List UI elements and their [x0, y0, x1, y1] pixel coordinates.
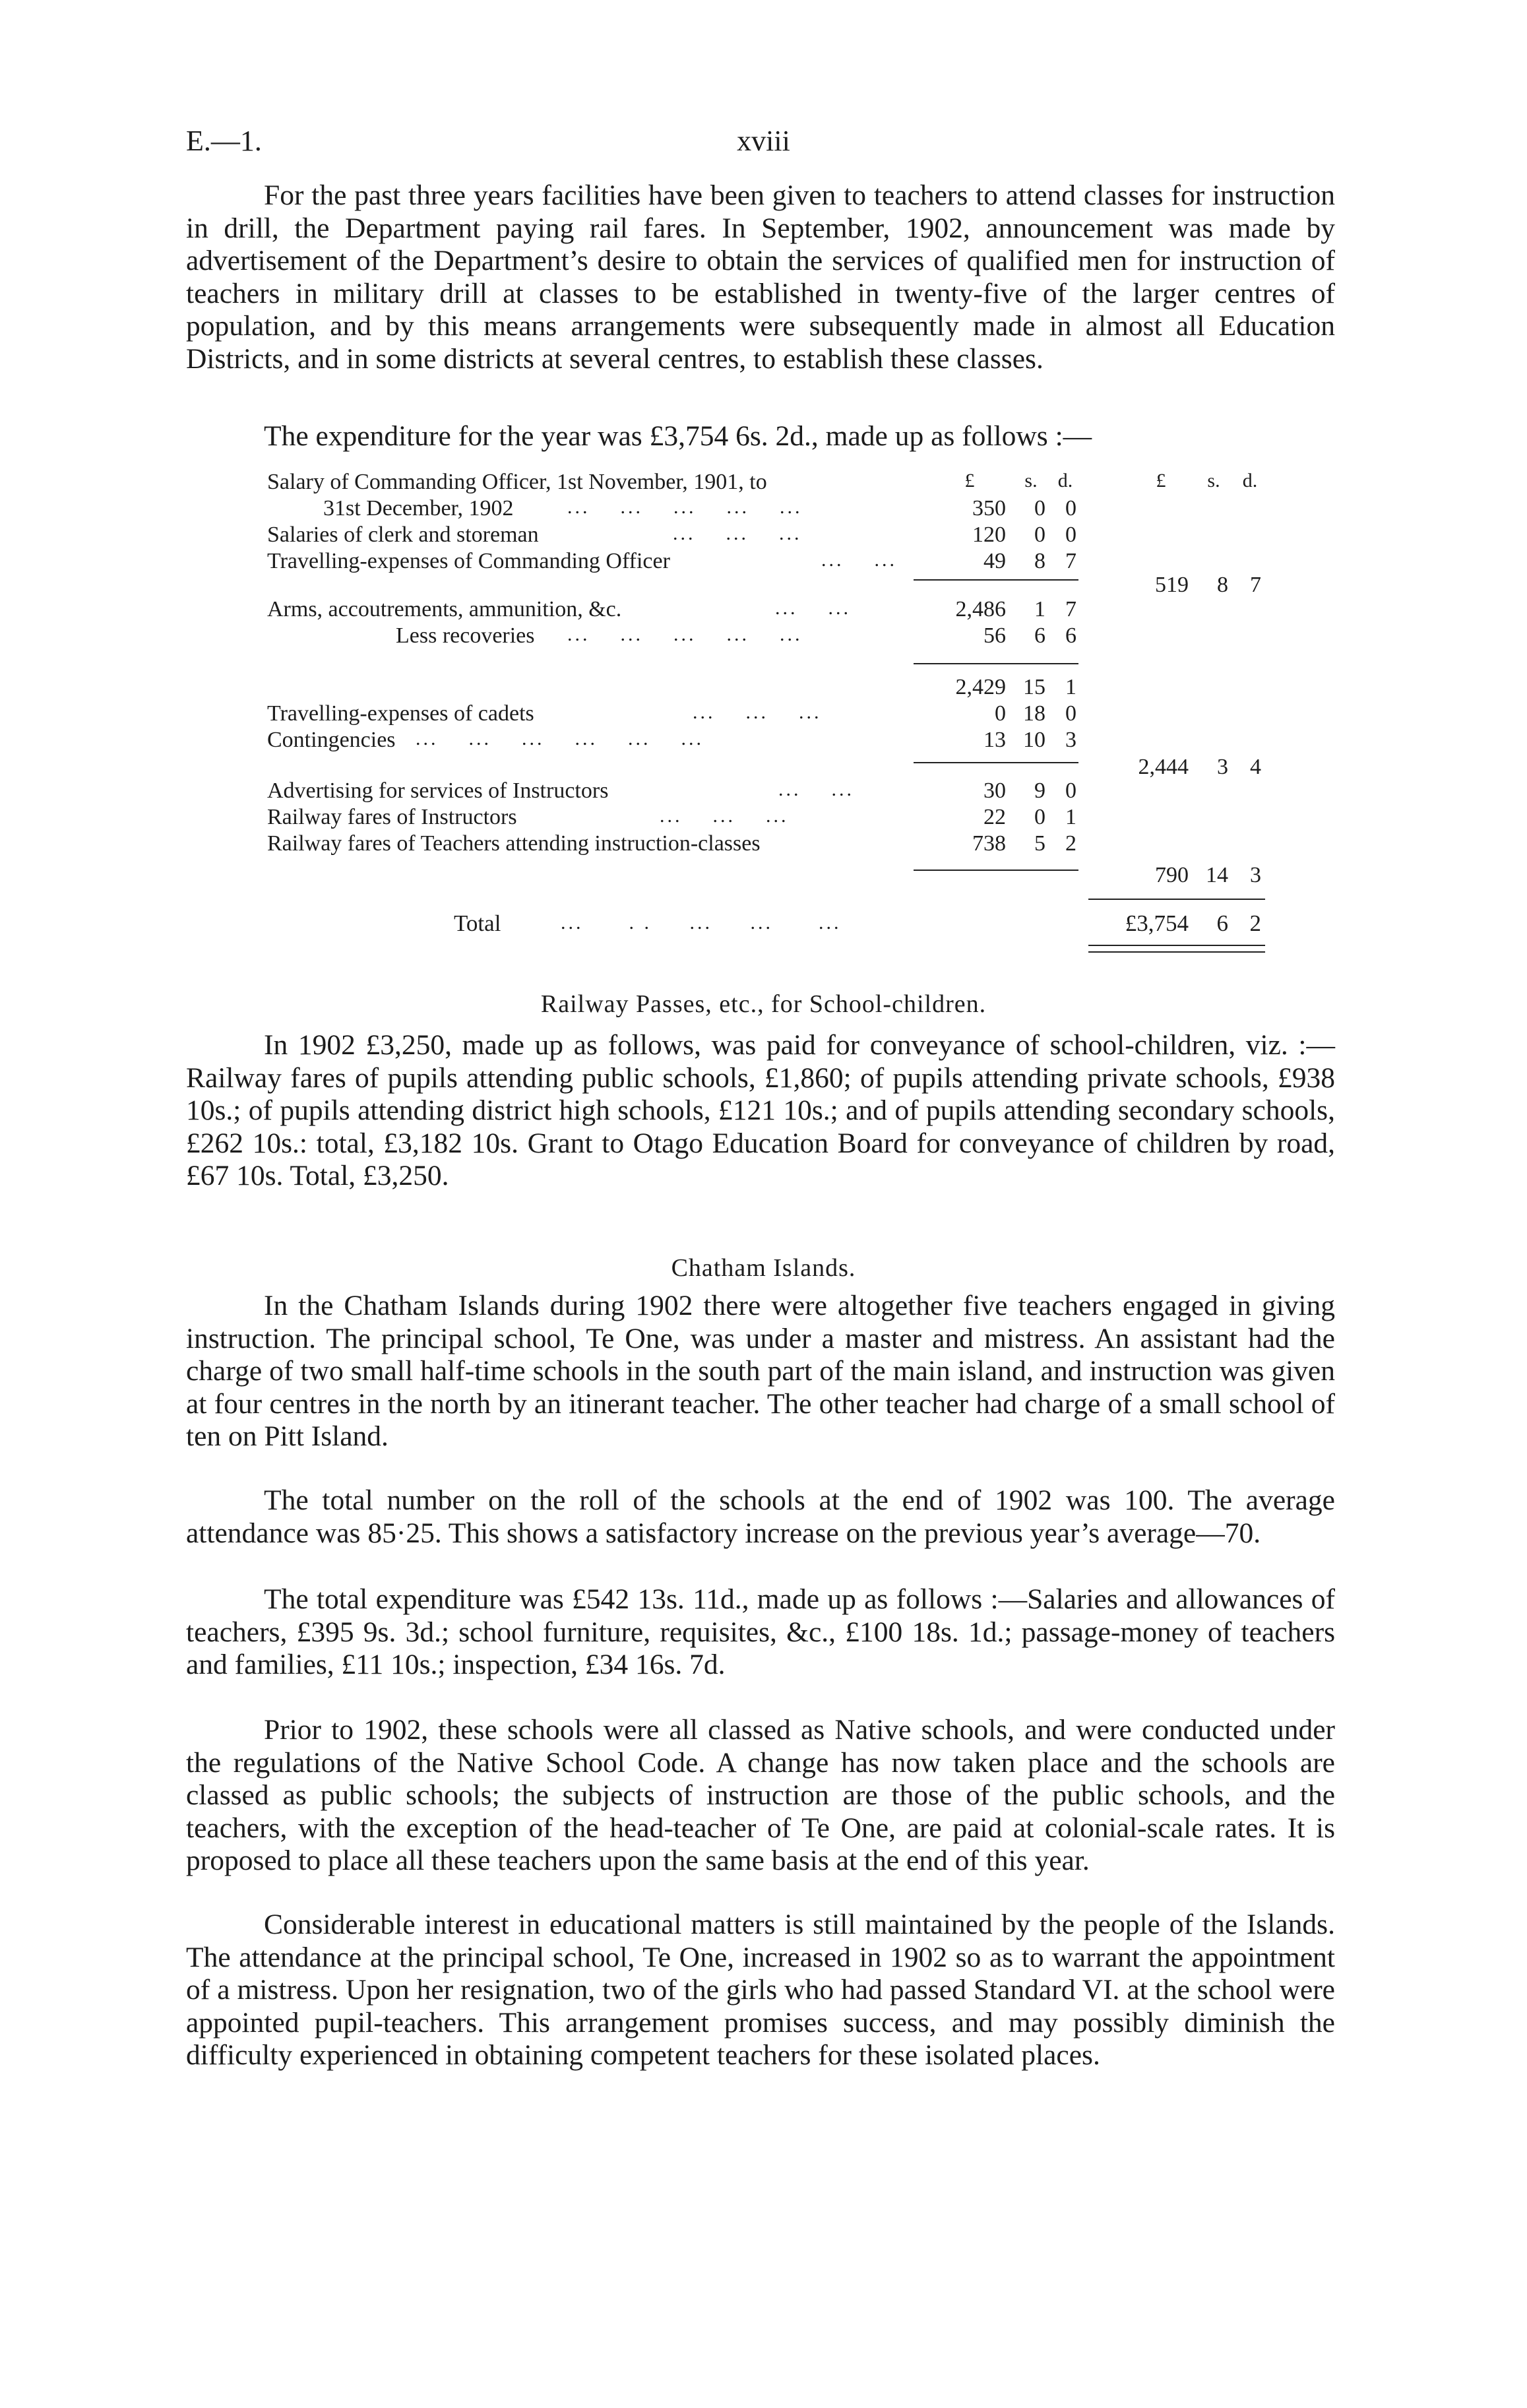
expense-label: Less recoveries: [396, 623, 535, 648]
expense-label: Salary of Commanding Officer, 1st November, 1901, to: [267, 470, 767, 494]
amount-pence: 0: [1065, 523, 1076, 547]
total-shillings: 6: [1216, 910, 1228, 936]
col-header-pence: d.: [1057, 470, 1073, 491]
subtotal-rule: [914, 870, 1078, 871]
leader-dots: ... ... ...: [660, 805, 789, 827]
amount-shillings: 6: [1034, 623, 1045, 648]
subtotal-rule: [914, 579, 1078, 581]
amount-pence: 7: [1065, 549, 1076, 573]
amount-shillings: 18: [1023, 701, 1045, 726]
amount-pounds: 2,486: [955, 597, 1006, 621]
page-number: xviii: [737, 125, 790, 157]
amount-shillings: 9: [1034, 778, 1045, 803]
amount-pence: 3: [1065, 728, 1076, 752]
intro-paragraph: For the past three years facilities have been given to teachers to attend classes for instruction in drill, the Department paying rail fares. In September, 1902, announcement was made by advertisement of the Department’s desire to obtain the services of qualified men for instruction of teachers in military drill at classes to be established in twenty-five of the larger centres of population, and by this means arrangements were subsequently made in almost all Education Districts, and in some districts at several centres, to establish these classes.: [186, 179, 1335, 375]
amount-pounds: 22: [983, 805, 1006, 829]
expense-label: Salaries of clerk and storeman: [267, 523, 539, 547]
leader-dots: ... ... ...: [673, 523, 802, 544]
expense-label: Railway fares of Teachers attending instruction-classes: [267, 831, 761, 856]
leader-dots: ... ...: [821, 549, 897, 571]
col-header-pounds-total: £: [1156, 470, 1166, 491]
total-label: Total: [454, 910, 501, 936]
expenditure-table: [0, 0, 1527, 963]
chatham-paragraph-3: The total expenditure was £542 13s. 11d., made up as follows :—Salaries and allowances of teachers, £395 9s. 3d.; school furniture, requisites, &c., £100 18s. 1d.; passage-money of teachers and families, £11 10s.; inspection, £34 16s. 7d.: [186, 1583, 1335, 1680]
amount-shillings: 8: [1034, 549, 1045, 573]
chatham-paragraph-1: In the Chatham Islands during 1902 there were altogether five teachers engaged in giving instruction. The principal school, Te One, was under a master and mistress. An assistant had the charge of two small half-time schools in the south part of the main island, and instruction was given at four centres in the north by an itinerant teacher. The other teacher had charge of a small school of ten on Pitt Island.: [186, 1290, 1335, 1452]
railway-heading: Railway Passes, etc., for School-children.: [540, 990, 987, 1018]
amount-pounds: 738: [972, 831, 1006, 856]
subtotal-pence: 3: [1250, 863, 1261, 887]
subtotal-shillings: 3: [1217, 755, 1228, 779]
expense-label: 31st December, 1902: [323, 496, 514, 521]
chatham-paragraph-2: The total number on the roll of the schools at the end of 1902 was 100. The average attendance was 85·25. This shows a satisfactory increase on the previous year’s average—70.: [186, 1484, 1335, 1549]
amount-pounds: 13: [983, 728, 1006, 752]
chatham-paragraph-4: Prior to 1902, these schools were all classed as Native schools, and were conducted under the regulations of the Native School Code. A change has now taken place and the schools are classed as public schools; the subjects of instruction are those of the public schools, and the teachers, with the exception of the head-teacher of Te One, are paid at colonial-scale rates. It is proposed to place all these teachers upon the same basis at the end of this year.: [186, 1714, 1335, 1876]
amount-pounds: 120: [972, 523, 1006, 547]
leader-dots: ... ... ...: [693, 701, 822, 723]
subtotal-shillings: 14: [1206, 863, 1228, 887]
amount-pence: 6: [1065, 623, 1076, 648]
subtotal-pence: 4: [1250, 755, 1261, 779]
expense-label: Advertising for services of Instructors: [267, 778, 609, 803]
amount-pounds: 0: [995, 701, 1006, 726]
amount-pence: 0: [1065, 701, 1076, 726]
amount-pounds: 350: [972, 496, 1006, 521]
railway-paragraph: In 1902 £3,250, made up as follows, was paid for conveyance of school-children, viz. :—Railway fares of pupils attending public schools, £1,860; of pupils attending private schools, £938 10s.; of pupils attending district high schools, £121 10s.; and of pupils attending secondary schools, £262 10s.: total, £3,182 10s. Grant to Otago Education Board for conveyance of children by road, £67 10s. Total, £3,250.: [186, 1029, 1335, 1191]
expense-label: Railway fares of Instructors: [267, 805, 517, 829]
col-header-shillings: s.: [1024, 470, 1038, 491]
col-header-pence-total: d.: [1242, 470, 1258, 491]
amount-pounds: 2,429: [955, 675, 1006, 699]
expense-label: Travelling-expenses of Commanding Officer: [267, 549, 670, 573]
amount-pence: 1: [1065, 675, 1076, 699]
subtotal-shillings: 8: [1217, 573, 1228, 597]
amount-shillings: 0: [1034, 523, 1045, 547]
total-top-rule: [1088, 899, 1265, 900]
amount-shillings: 15: [1023, 675, 1045, 699]
subtotal-pence: 7: [1250, 573, 1261, 597]
amount-shillings: 0: [1034, 496, 1045, 521]
col-header-shillings-total: s.: [1207, 470, 1220, 491]
page-reference: E.—1.: [186, 125, 262, 157]
expense-label: Contingencies: [267, 728, 396, 752]
amount-pence: 1: [1065, 805, 1076, 829]
leader-dots: ... ... ... ... ...: [567, 623, 803, 645]
amount-shillings: 10: [1023, 728, 1045, 752]
total-pounds: £3,754: [1125, 910, 1189, 936]
expenditure-intro: The expenditure for the year was £3,754 6s. 2d., made up as follows :—: [264, 420, 1092, 452]
leader-dots: ... ... ... ... ...: [567, 496, 803, 518]
amount-pounds: 49: [983, 549, 1006, 573]
amount-pence: 7: [1065, 597, 1076, 621]
leader-dots: ... ...: [775, 597, 851, 619]
subtotal-pounds: 2,444: [1138, 755, 1189, 779]
amount-shillings: 5: [1034, 831, 1045, 856]
amount-shillings: 1: [1034, 597, 1045, 621]
chatham-paragraph-5: Considerable interest in educational matters is still maintained by the people of the Islands. The attendance at the principal school, Te One, increased in 1902 so as to warrant the appointment of a mistress. Upon her resignation, two of the girls who had passed Standard VI. at the school were appointed pupil-teachers. This arrangement promises success, and may possibly diminish the difficulty experienced in obtaining competent teachers for these isolated places.: [186, 1909, 1335, 2071]
col-header-pounds: £: [964, 470, 975, 491]
amount-pounds: 30: [983, 778, 1006, 803]
total-pence: 2: [1249, 910, 1261, 936]
amount-pounds: 56: [983, 623, 1006, 648]
leader-dots: ... . . ... ... ...: [561, 912, 842, 934]
amount-shillings: 0: [1034, 805, 1045, 829]
amount-pence: 2: [1065, 831, 1076, 856]
expense-label: Travelling-expenses of cadets: [267, 701, 534, 726]
subtotal-rule: [914, 762, 1078, 763]
subtotal-rule: [914, 663, 1078, 664]
total-double-rule: [1088, 945, 1265, 953]
subtotal-pounds: 790: [1155, 863, 1189, 887]
expense-label: Arms, accoutrements, ammunition, &c.: [267, 597, 622, 621]
leader-dots: ... ...: [778, 778, 854, 800]
leader-dots: ... ... ... ... ... ...: [416, 728, 704, 749]
subtotal-pounds: 519: [1155, 573, 1189, 597]
amount-pence: 0: [1065, 496, 1076, 521]
chatham-heading: Chatham Islands.: [671, 1254, 856, 1282]
amount-pence: 0: [1065, 778, 1076, 803]
